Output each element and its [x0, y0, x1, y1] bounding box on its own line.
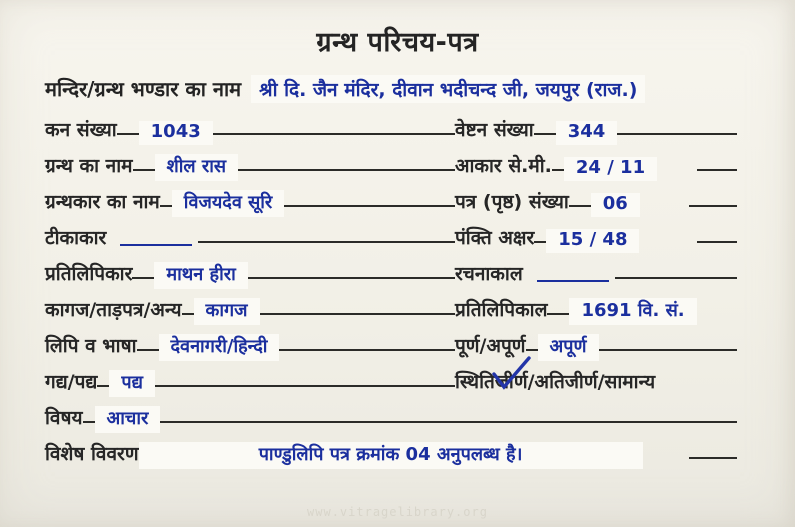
commentator-label: टीकाकार	[45, 227, 107, 249]
form-body	[45, 109, 737, 469]
row-author-pages	[45, 181, 737, 217]
rule-line	[697, 241, 737, 243]
subject-label: विषय	[45, 407, 83, 429]
lines-chars-value: 15 / 48	[546, 229, 639, 253]
row-script-completeness	[45, 325, 737, 361]
rule-line	[97, 385, 109, 387]
page-count-value: 06	[591, 193, 640, 217]
composition-date-label: रचनाकाल	[455, 263, 523, 285]
lines-chars-label: पंक्ति अक्षर	[455, 227, 535, 249]
page-count-label: पत्र (पृष्ठ) संख्या	[455, 191, 569, 213]
temple-name-value: श्री दि. जैन मंदिर, दीवान भदीचन्द जी, जयपुर (राज.)	[251, 75, 645, 103]
condition-label: स्थिति	[455, 371, 495, 393]
rule-line	[547, 313, 569, 315]
rule-line	[182, 313, 194, 315]
commentator-blank-mark	[120, 244, 192, 246]
granth-name-value: शील रास	[155, 154, 239, 181]
rule-line	[260, 313, 455, 315]
serial-no-label: कन संख्या	[45, 119, 117, 141]
author-label: ग्रन्थकार का नाम	[45, 191, 160, 213]
condition-option-atijirn: अतिजीर्ण	[534, 371, 598, 393]
row-prose-condition	[45, 361, 737, 397]
rule-line	[160, 205, 172, 207]
row-material-copydate	[45, 289, 737, 325]
rule-line	[284, 205, 455, 207]
rule-line	[534, 133, 556, 135]
completeness-label: पूर्ण/अपूर्ण	[455, 335, 526, 357]
rule-line	[569, 205, 591, 207]
row-copyist-composition	[45, 253, 737, 289]
author-value: विजयदेव सूरि	[172, 190, 285, 217]
rule-line	[248, 277, 455, 279]
completeness-value: अपूर्ण	[538, 334, 599, 361]
size-cm-label: आकार से.मी.	[455, 155, 552, 177]
watermark: www.vitragelibrary.org	[307, 505, 488, 519]
rule-line	[160, 421, 737, 423]
row-serial-veshtan	[45, 109, 737, 145]
rule-line	[534, 241, 546, 243]
size-cm-value: 24 / 11	[564, 157, 657, 181]
copy-date-label: प्रतिलिपिकाल	[455, 299, 548, 321]
condition-option-samanya: सामान्य	[604, 371, 656, 393]
rule-line	[132, 277, 154, 279]
row-special-note	[45, 433, 737, 469]
rule-line	[617, 133, 737, 135]
rule-line	[599, 349, 737, 351]
rule-line	[133, 169, 155, 171]
veshtan-no-value: 344	[556, 121, 618, 145]
rule-line	[697, 169, 737, 171]
condition-separator: /	[527, 371, 535, 393]
veshtan-no-label: वेष्टन संख्या	[455, 119, 534, 141]
rule-line	[155, 385, 455, 387]
prose-verse-label: गद्य/पद्य	[45, 371, 98, 393]
rule-line	[137, 349, 159, 351]
rule-line	[198, 241, 455, 243]
rule-line	[279, 349, 455, 351]
rule-line	[526, 349, 538, 351]
subject-value: आचार	[95, 406, 161, 433]
rule-line	[117, 133, 139, 135]
prose-verse-value: पद्य	[109, 370, 155, 397]
condition-option-jirn	[495, 368, 528, 394]
material-value: कागज	[194, 298, 260, 325]
special-note-label: विशेष विवरण	[45, 443, 139, 465]
rule-line	[689, 205, 737, 207]
condition-separator: /	[597, 371, 605, 393]
script-language-value: देवनागरी/हिन्दी	[159, 334, 280, 361]
row-subject	[45, 397, 737, 433]
rule-line	[238, 169, 455, 171]
page-title: ग्रन्थ परिचय-पत्र	[316, 27, 479, 58]
rule-line	[552, 169, 564, 171]
copy-date-value: 1691 वि. सं.	[569, 298, 696, 325]
condition-option-jirn-text: जीर्ण	[494, 371, 528, 393]
granth-name-label: ग्रन्थ का नाम	[45, 155, 133, 177]
rule-line	[83, 421, 95, 423]
material-label: कागज/ताड़पत्र/अन्य	[45, 299, 182, 321]
rule-line	[689, 457, 737, 459]
row-commentator-lines	[45, 217, 737, 253]
copyist-value: माथन हीरा	[154, 262, 247, 289]
row-name-size	[45, 145, 737, 181]
rule-line	[615, 277, 737, 279]
temple-name-row	[45, 75, 755, 103]
script-language-label: लिपि व भाषा	[45, 335, 137, 357]
serial-no-value: 1043	[139, 121, 213, 145]
special-note-value: पाण्डुलिपि पत्र क्रमांक 04 अनुपलब्ध है।	[139, 442, 643, 469]
copyist-label: प्रतिलिपिकार	[45, 263, 133, 285]
composition-date-blank-mark	[537, 280, 609, 282]
rule-line	[213, 133, 455, 135]
temple-name-label: मन्दिर/ग्रन्थ भण्डार का नाम	[45, 77, 242, 101]
